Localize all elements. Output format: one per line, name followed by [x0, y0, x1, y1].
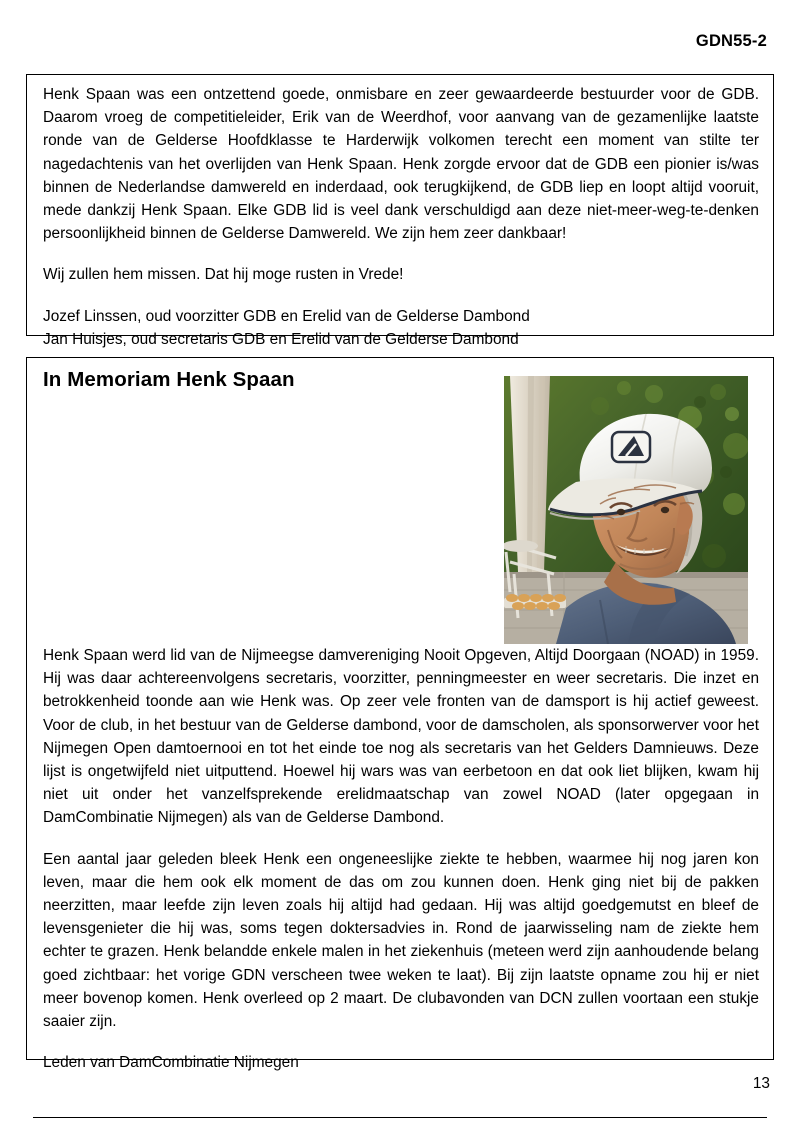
tribute-signatures: [43, 305, 759, 351]
memoriam-block: [26, 357, 774, 1072]
portrait-photo-frame: [504, 376, 748, 644]
memoriam-block-content: [27, 358, 773, 1082]
memoriam-body: [43, 644, 759, 1074]
document-code: GDN55-2: [695, 32, 767, 50]
signature-line-2: Jan Huisjes, oud secretaris GDB en Erelid van de Gelderse Dambond: [43, 330, 519, 348]
footer-rule: [33, 1117, 767, 1118]
memoriam-paragraph-1: Henk Spaan werd lid van de Nijmeegse damvereniging Nooit Opgeven, Altijd Doorgaan (NOAD) in 1959. Hij was daar achtereenvolgens secretaris, voorzitter, penningmeester en weer secretaris. Die inzet en betrokkenheid toonde aan wie Henk was. Op zeer vele fronten van de damsport is hij actief geweest. Voor de club, in het bestuur van de Gelderse dambond, voor de damscholen, als sponsorwerver voor het Nijmegen Open damtoernooi en tot het einde toe nog als secretaris van het Gelders Damnieuws. Deze lijst is ongetwijfeld niet uitputtend. Hoewel hij wars was van eerbetoon en dat ook liet blijken, kwam hij niet uit onder het vanzelfsprekende erelidmaatschap van zowel NOAD (later opgegaan in DamCombinatie Nijmegen) als van de Gelderse Dambond.: [43, 647, 759, 827]
portrait-photo: [504, 376, 748, 644]
tribute-block: [26, 74, 774, 348]
memoriam-paragraph-2: Een aantal jaar geleden bleek Henk een ongeneeslijke ziekte te hebben, waarmee hij nog jaren kon leven, maar die hem ook elk moment de das om zou kunnen doen. Henk ging niet bij de pakken neerzitten, maar leefde zijn leven zoals hij altijd had gedaan. Hij was altijd goedgemutst en bleef de levensgenieter die hij was, soms tegen doktersadvies in. Rond de jaarwisseling nam de ziekte hem echter te grazen. Henk belandde enkele malen in het ziekenhuis (meteen werd zijn aanhoudende belang goed zichtbaar: het vorige GDN verscheen twee weken te laat). Bij zijn laatste opname zou hij er niet meer bovenop komen. Henk overleed op 2 maart. De clubavonden van DCN zullen voortaan een stukje saaier zijn.: [43, 850, 759, 1031]
memoriam-closing: Leden van DamCombinatie Nijmegen: [43, 1054, 299, 1072]
tribute-paragraph-2: Wij zullen hem missen. Dat hij moge rusten in Vrede!: [43, 266, 404, 284]
page-number: 13: [752, 1075, 770, 1092]
tribute-block-content: [27, 75, 773, 359]
memoriam-title: In Memoriam Henk Spaan: [43, 368, 295, 391]
tribute-paragraph-1: Henk Spaan was een ontzettend goede, onmisbare en zeer gewaardeerde bestuurder voor de GDB. Daarom vroeg de competitieleider, Erik van de Weerdhof, voor aanvang van de gezamenlijke laatste ronde van de Gelderse Hoofdklasse te Harderwijk volkomen terecht een moment van stilte ter nagedachtenis van het overlijden van Henk Spaan. Henk zorgde ervoor dat de GDB een pionier is/was binnen de Nederlandse damwereld en inderdaad, ook terugkijkend, de GDB liep en loopt altijd vooruit, mede dankzij Henk Spaan. Elke GDB lid is veel dank verschuldigd aan deze niet-meer-weg-te-denken persoonlijkheid binnen de Gelderse Damwereld. We zijn hem zeer dankbaar!: [43, 86, 759, 243]
signature-line-1: Jozef Linssen, oud voorzitter GDB en Erelid van de Gelderse Dambond: [43, 307, 530, 325]
memoriam-heading-row: [43, 366, 759, 644]
page-header: [33, 30, 767, 52]
